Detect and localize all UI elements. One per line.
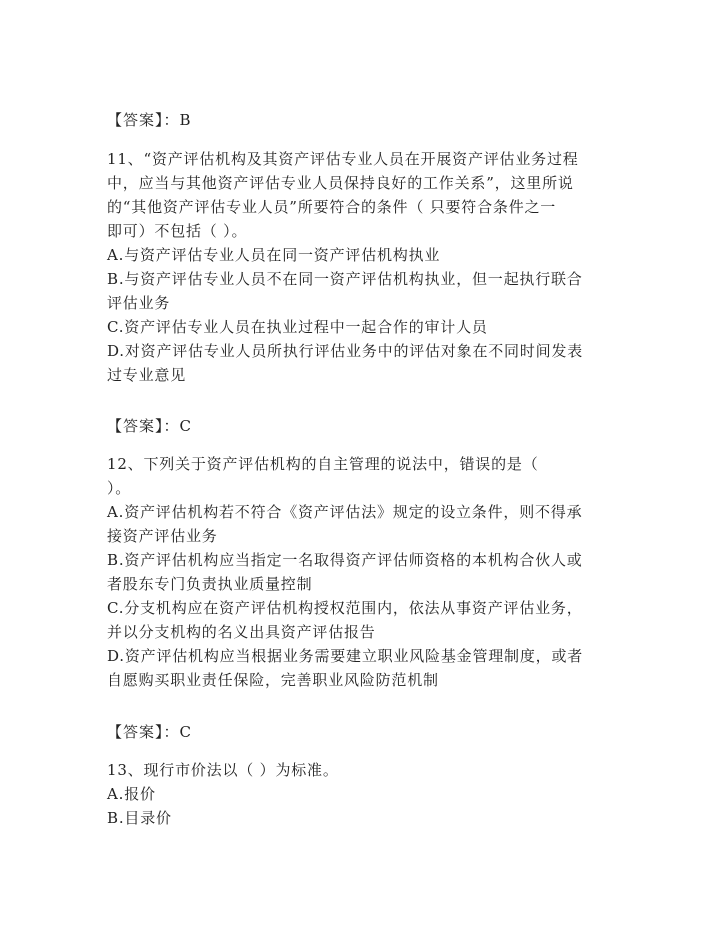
question-11-stem-line-2: 中，应当与其他资产评估专业人员保持良好的工作关系”，这里所说: [107, 174, 574, 192]
answer-10: [107, 108, 613, 132]
question-11-option-c: C.资产评估专业人员在执业过程中一起合作的审计人员: [107, 318, 488, 336]
question-13-option-b: B.目录价: [107, 809, 172, 827]
answer-12: [107, 720, 613, 744]
question-11-option-d-cont: 过专业意见: [107, 366, 187, 384]
question-12-option-d-cont: 自愿购买职业责任保险，完善职业风险防范机制: [107, 671, 439, 689]
question-11: [107, 147, 613, 387]
question-12-option-b-cont: 者股东专门负责执业质量控制: [107, 575, 313, 593]
question-12-stem-line-2: ）。: [107, 479, 132, 497]
question-11-stem-line-3: 的“其他资产评估专业人员”所要符合的条件（ 只要符合条件之一: [107, 198, 557, 216]
question-12-option-d: D.资产评估机构应当根据业务需要建立职业风险基金管理制度，或者: [107, 647, 584, 665]
question-11-option-b-cont: 评估业务: [107, 294, 171, 312]
question-12: [107, 452, 613, 692]
question-12-option-b: B.资产评估机构应当指定一名取得资产评估师资格的本机构合伙人或: [107, 551, 583, 569]
question-11-option-b: B.与资产评估专业人员不在同一资产评估机构执业，但一起执行联合: [107, 270, 583, 288]
question-12-option-c: C.分支机构应在资产评估机构授权范围内，依法从事资产评估业务，: [107, 599, 583, 617]
question-11-option-a: A.与资产评估专业人员在同一资产评估机构执业: [107, 246, 441, 264]
question-11-stem-line-4: 即可）不包括（ ）。: [107, 222, 248, 240]
question-12-option-a-cont: 接资产评估业务: [107, 527, 218, 545]
question-13-option-a: A.报价: [107, 785, 156, 803]
answer-11: [107, 414, 613, 438]
question-12-option-c-cont: 并以分支机构的名义出具资产评估报告: [107, 623, 376, 641]
answer-text: 【答案】：B: [107, 111, 192, 129]
question-11-stem-line-1: 11、“资产评估机构及其资产评估专业人员在开展资产评估业务过程: [107, 150, 579, 168]
question-12-stem-line-1: 12、下列关于资产评估机构的自主管理的说法中，错误的是（: [107, 455, 539, 473]
answer-text: 【答案】：C: [107, 723, 192, 741]
question-12-option-a: A.资产评估机构若不符合《资产评估法》规定的设立条件，则不得承: [107, 503, 583, 521]
question-13-stem-line-1: 13、现行市价法以（ ）为标准。: [107, 761, 339, 779]
question-11-option-d: D.对资产评估专业人员所执行评估业务中的评估对象在不同时间发表: [107, 342, 584, 360]
answer-text: 【答案】：C: [107, 417, 192, 435]
question-13: [107, 758, 613, 830]
